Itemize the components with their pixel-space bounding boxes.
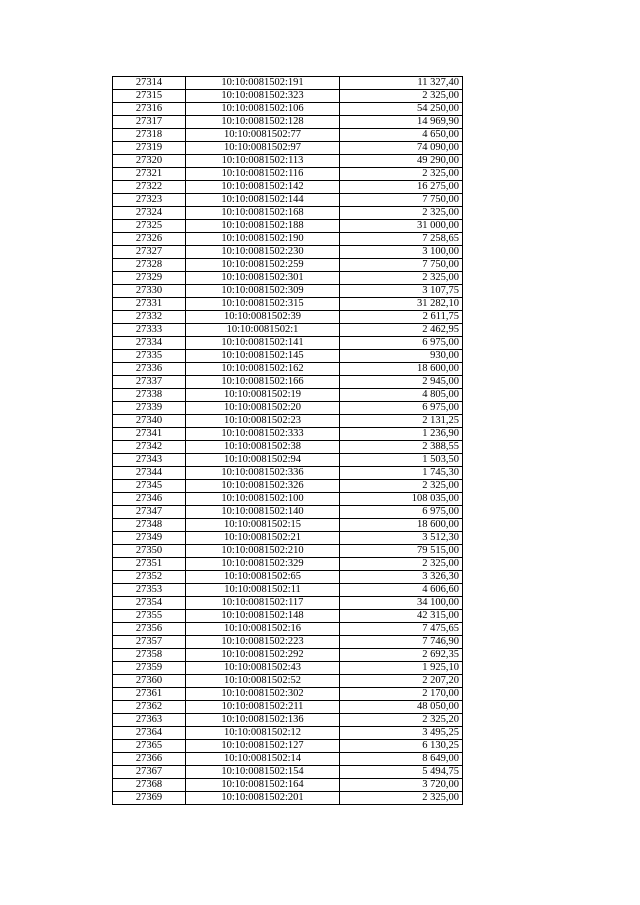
table-row [113, 272, 463, 285]
value-cell: 1 503,50 [340, 454, 463, 467]
table-row [113, 324, 463, 337]
row-number-cell: 27368 [113, 779, 186, 792]
row-number-cell: 27369 [113, 792, 186, 805]
row-number-cell: 27320 [113, 155, 186, 168]
row-number-cell: 27321 [113, 168, 186, 181]
cadastral-number-cell: 10:10:0081502:315 [186, 298, 340, 311]
cadastral-number-cell: 10:10:0081502:301 [186, 272, 340, 285]
value-cell: 2 207,20 [340, 675, 463, 688]
cadastral-number-cell: 10:10:0081502:190 [186, 233, 340, 246]
cadastral-number-cell: 10:10:0081502:144 [186, 194, 340, 207]
table-row [113, 623, 463, 636]
value-cell: 108 035,00 [340, 493, 463, 506]
value-cell: 5 494,75 [340, 766, 463, 779]
cadastral-number-cell: 10:10:0081502:113 [186, 155, 340, 168]
table-row [113, 597, 463, 610]
cadastral-number-cell: 10:10:0081502:65 [186, 571, 340, 584]
value-cell: 2 170,00 [340, 688, 463, 701]
table-row [113, 779, 463, 792]
table-row [113, 792, 463, 805]
row-number-cell: 27367 [113, 766, 186, 779]
cadastral-number-cell: 10:10:0081502:168 [186, 207, 340, 220]
row-number-cell: 27338 [113, 389, 186, 402]
value-cell: 2 325,00 [340, 207, 463, 220]
value-cell: 2 611,75 [340, 311, 463, 324]
row-number-cell: 27366 [113, 753, 186, 766]
value-cell: 2 692,35 [340, 649, 463, 662]
row-number-cell: 27336 [113, 363, 186, 376]
value-cell: 1 236,90 [340, 428, 463, 441]
table-row [113, 480, 463, 493]
table-row [113, 259, 463, 272]
table-row [113, 220, 463, 233]
table-row [113, 584, 463, 597]
cadastral-number-cell: 10:10:0081502:19 [186, 389, 340, 402]
value-cell: 7 475,65 [340, 623, 463, 636]
cadastral-number-cell: 10:10:0081502:326 [186, 480, 340, 493]
value-cell: 3 720,00 [340, 779, 463, 792]
row-number-cell: 27341 [113, 428, 186, 441]
cadastral-number-cell: 10:10:0081502:223 [186, 636, 340, 649]
value-cell: 2 945,00 [340, 376, 463, 389]
value-cell: 31 000,00 [340, 220, 463, 233]
cadastral-number-cell: 10:10:0081502:128 [186, 116, 340, 129]
table-row [113, 714, 463, 727]
table-row [113, 519, 463, 532]
row-number-cell: 27329 [113, 272, 186, 285]
cadastral-number-cell: 10:10:0081502:52 [186, 675, 340, 688]
table-row [113, 532, 463, 545]
cadastral-number-cell: 10:10:0081502:39 [186, 311, 340, 324]
cadastral-number-cell: 10:10:0081502:136 [186, 714, 340, 727]
cadastral-number-cell: 10:10:0081502:11 [186, 584, 340, 597]
value-cell: 4 650,00 [340, 129, 463, 142]
cadastral-number-cell: 10:10:0081502:191 [186, 77, 340, 90]
cadastral-number-cell: 10:10:0081502:309 [186, 285, 340, 298]
row-number-cell: 27359 [113, 662, 186, 675]
table-row [113, 766, 463, 779]
row-number-cell: 27340 [113, 415, 186, 428]
value-cell: 42 315,00 [340, 610, 463, 623]
row-number-cell: 27331 [113, 298, 186, 311]
row-number-cell: 27323 [113, 194, 186, 207]
table-row [113, 402, 463, 415]
cadastral-number-cell: 10:10:0081502:259 [186, 259, 340, 272]
row-number-cell: 27350 [113, 545, 186, 558]
table-row [113, 168, 463, 181]
row-number-cell: 27348 [113, 519, 186, 532]
row-number-cell: 27364 [113, 727, 186, 740]
value-cell: 7 750,00 [340, 194, 463, 207]
cadastral-number-cell: 10:10:0081502:12 [186, 727, 340, 740]
table-row [113, 116, 463, 129]
table-row [113, 558, 463, 571]
value-cell: 3 100,00 [340, 246, 463, 259]
table-row [113, 571, 463, 584]
value-cell: 7 746,90 [340, 636, 463, 649]
value-cell: 2 325,00 [340, 480, 463, 493]
cadastral-number-cell: 10:10:0081502:43 [186, 662, 340, 675]
table-row [113, 675, 463, 688]
table-row [113, 311, 463, 324]
value-cell: 4 805,00 [340, 389, 463, 402]
row-number-cell: 27360 [113, 675, 186, 688]
cadastral-number-cell: 10:10:0081502:148 [186, 610, 340, 623]
table-row [113, 246, 463, 259]
table-row [113, 155, 463, 168]
table-row [113, 454, 463, 467]
table-row [113, 649, 463, 662]
cadastral-number-cell: 10:10:0081502:145 [186, 350, 340, 363]
table-row [113, 103, 463, 116]
row-number-cell: 27317 [113, 116, 186, 129]
cadastral-number-cell: 10:10:0081502:210 [186, 545, 340, 558]
cadastral-number-cell: 10:10:0081502:116 [186, 168, 340, 181]
cadastral-number-cell: 10:10:0081502:21 [186, 532, 340, 545]
cadastral-number-cell: 10:10:0081502:20 [186, 402, 340, 415]
table-row [113, 376, 463, 389]
value-cell: 6 975,00 [340, 402, 463, 415]
cadastral-number-cell: 10:10:0081502:154 [186, 766, 340, 779]
cadastral-number-cell: 10:10:0081502:97 [186, 142, 340, 155]
row-number-cell: 27357 [113, 636, 186, 649]
row-number-cell: 27343 [113, 454, 186, 467]
row-number-cell: 27314 [113, 77, 186, 90]
table-row [113, 129, 463, 142]
value-cell: 18 600,00 [340, 363, 463, 376]
cadastral-number-cell: 10:10:0081502:166 [186, 376, 340, 389]
value-cell: 2 325,00 [340, 168, 463, 181]
value-cell: 2 325,00 [340, 792, 463, 805]
table-row [113, 207, 463, 220]
table-row [113, 662, 463, 675]
row-number-cell: 27327 [113, 246, 186, 259]
table-row [113, 142, 463, 155]
row-number-cell: 27342 [113, 441, 186, 454]
row-number-cell: 27356 [113, 623, 186, 636]
row-number-cell: 27362 [113, 701, 186, 714]
table-row [113, 233, 463, 246]
table-row [113, 337, 463, 350]
value-cell: 2 325,00 [340, 90, 463, 103]
row-number-cell: 27365 [113, 740, 186, 753]
row-number-cell: 27361 [113, 688, 186, 701]
row-number-cell: 27345 [113, 480, 186, 493]
row-number-cell: 27328 [113, 259, 186, 272]
table-body [113, 77, 463, 805]
row-number-cell: 27335 [113, 350, 186, 363]
table-row [113, 194, 463, 207]
value-cell: 3 326,30 [340, 571, 463, 584]
table-row [113, 350, 463, 363]
cadastral-number-cell: 10:10:0081502:292 [186, 649, 340, 662]
cadastral-number-cell: 10:10:0081502:329 [186, 558, 340, 571]
table-row [113, 441, 463, 454]
row-number-cell: 27347 [113, 506, 186, 519]
cadastral-number-cell: 10:10:0081502:142 [186, 181, 340, 194]
row-number-cell: 27326 [113, 233, 186, 246]
value-cell: 3 512,30 [340, 532, 463, 545]
row-number-cell: 27355 [113, 610, 186, 623]
row-number-cell: 27349 [113, 532, 186, 545]
value-cell: 2 131,25 [340, 415, 463, 428]
row-number-cell: 27363 [113, 714, 186, 727]
cadastral-number-cell: 10:10:0081502:14 [186, 753, 340, 766]
value-cell: 48 050,00 [340, 701, 463, 714]
cadastral-number-cell: 10:10:0081502:117 [186, 597, 340, 610]
value-cell: 49 290,00 [340, 155, 463, 168]
cadastral-number-cell: 10:10:0081502:1 [186, 324, 340, 337]
row-number-cell: 27319 [113, 142, 186, 155]
table-row [113, 506, 463, 519]
value-cell: 4 606,60 [340, 584, 463, 597]
value-cell: 2 325,00 [340, 272, 463, 285]
cadastral-number-cell: 10:10:0081502:333 [186, 428, 340, 441]
value-cell: 2 325,00 [340, 558, 463, 571]
table-row [113, 363, 463, 376]
row-number-cell: 27354 [113, 597, 186, 610]
table-row [113, 688, 463, 701]
value-cell: 7 258,65 [340, 233, 463, 246]
row-number-cell: 27325 [113, 220, 186, 233]
table-row [113, 493, 463, 506]
row-number-cell: 27344 [113, 467, 186, 480]
value-cell: 74 090,00 [340, 142, 463, 155]
row-number-cell: 27332 [113, 311, 186, 324]
value-cell: 34 100,00 [340, 597, 463, 610]
cadastral-number-cell: 10:10:0081502:16 [186, 623, 340, 636]
value-cell: 1 925,10 [340, 662, 463, 675]
value-cell: 2 325,20 [340, 714, 463, 727]
value-cell: 930,00 [340, 350, 463, 363]
row-number-cell: 27333 [113, 324, 186, 337]
cadastral-number-cell: 10:10:0081502:188 [186, 220, 340, 233]
table-row [113, 701, 463, 714]
row-number-cell: 27316 [113, 103, 186, 116]
value-cell: 2 388,55 [340, 441, 463, 454]
value-cell: 11 327,40 [340, 77, 463, 90]
cadastral-number-cell: 10:10:0081502:164 [186, 779, 340, 792]
table-row [113, 753, 463, 766]
row-number-cell: 27351 [113, 558, 186, 571]
row-number-cell: 27315 [113, 90, 186, 103]
table-row [113, 740, 463, 753]
value-cell: 1 745,30 [340, 467, 463, 480]
cadastral-number-cell: 10:10:0081502:302 [186, 688, 340, 701]
cadastral-number-cell: 10:10:0081502:211 [186, 701, 340, 714]
cadastral-number-cell: 10:10:0081502:77 [186, 129, 340, 142]
row-number-cell: 27346 [113, 493, 186, 506]
row-number-cell: 27322 [113, 181, 186, 194]
table-row [113, 636, 463, 649]
cadastral-number-cell: 10:10:0081502:100 [186, 493, 340, 506]
value-cell: 6 975,00 [340, 337, 463, 350]
table-row [113, 727, 463, 740]
table-row [113, 181, 463, 194]
table-row [113, 545, 463, 558]
cadastral-number-cell: 10:10:0081502:38 [186, 441, 340, 454]
cadastral-number-cell: 10:10:0081502:323 [186, 90, 340, 103]
value-cell: 79 515,00 [340, 545, 463, 558]
value-cell: 2 462,95 [340, 324, 463, 337]
row-number-cell: 27330 [113, 285, 186, 298]
value-cell: 8 649,00 [340, 753, 463, 766]
row-number-cell: 27353 [113, 584, 186, 597]
cadastral-number-cell: 10:10:0081502:201 [186, 792, 340, 805]
value-cell: 7 750,00 [340, 259, 463, 272]
value-cell: 6 130,25 [340, 740, 463, 753]
table-row [113, 428, 463, 441]
cadastral-number-cell: 10:10:0081502:106 [186, 103, 340, 116]
value-cell: 54 250,00 [340, 103, 463, 116]
cadastral-number-cell: 10:10:0081502:162 [186, 363, 340, 376]
value-cell: 14 969,90 [340, 116, 463, 129]
cadastral-number-cell: 10:10:0081502:94 [186, 454, 340, 467]
row-number-cell: 27324 [113, 207, 186, 220]
table-row [113, 285, 463, 298]
cadastral-number-cell: 10:10:0081502:15 [186, 519, 340, 532]
row-number-cell: 27339 [113, 402, 186, 415]
row-number-cell: 27318 [113, 129, 186, 142]
cadastral-number-cell: 10:10:0081502:336 [186, 467, 340, 480]
cadastral-number-cell: 10:10:0081502:230 [186, 246, 340, 259]
row-number-cell: 27337 [113, 376, 186, 389]
cadastral-number-cell: 10:10:0081502:141 [186, 337, 340, 350]
table-row [113, 467, 463, 480]
cadastral-number-cell: 10:10:0081502:140 [186, 506, 340, 519]
table-row [113, 90, 463, 103]
value-cell: 6 975,00 [340, 506, 463, 519]
cadastral-value-table [112, 76, 463, 805]
value-cell: 3 495,25 [340, 727, 463, 740]
value-cell: 18 600,00 [340, 519, 463, 532]
table-row [113, 77, 463, 90]
value-cell: 31 282,10 [340, 298, 463, 311]
row-number-cell: 27352 [113, 571, 186, 584]
row-number-cell: 27358 [113, 649, 186, 662]
table-row [113, 610, 463, 623]
cadastral-number-cell: 10:10:0081502:23 [186, 415, 340, 428]
table-row [113, 415, 463, 428]
table-row [113, 389, 463, 402]
cadastral-number-cell: 10:10:0081502:127 [186, 740, 340, 753]
table-row [113, 298, 463, 311]
row-number-cell: 27334 [113, 337, 186, 350]
value-cell: 3 107,75 [340, 285, 463, 298]
value-cell: 16 275,00 [340, 181, 463, 194]
